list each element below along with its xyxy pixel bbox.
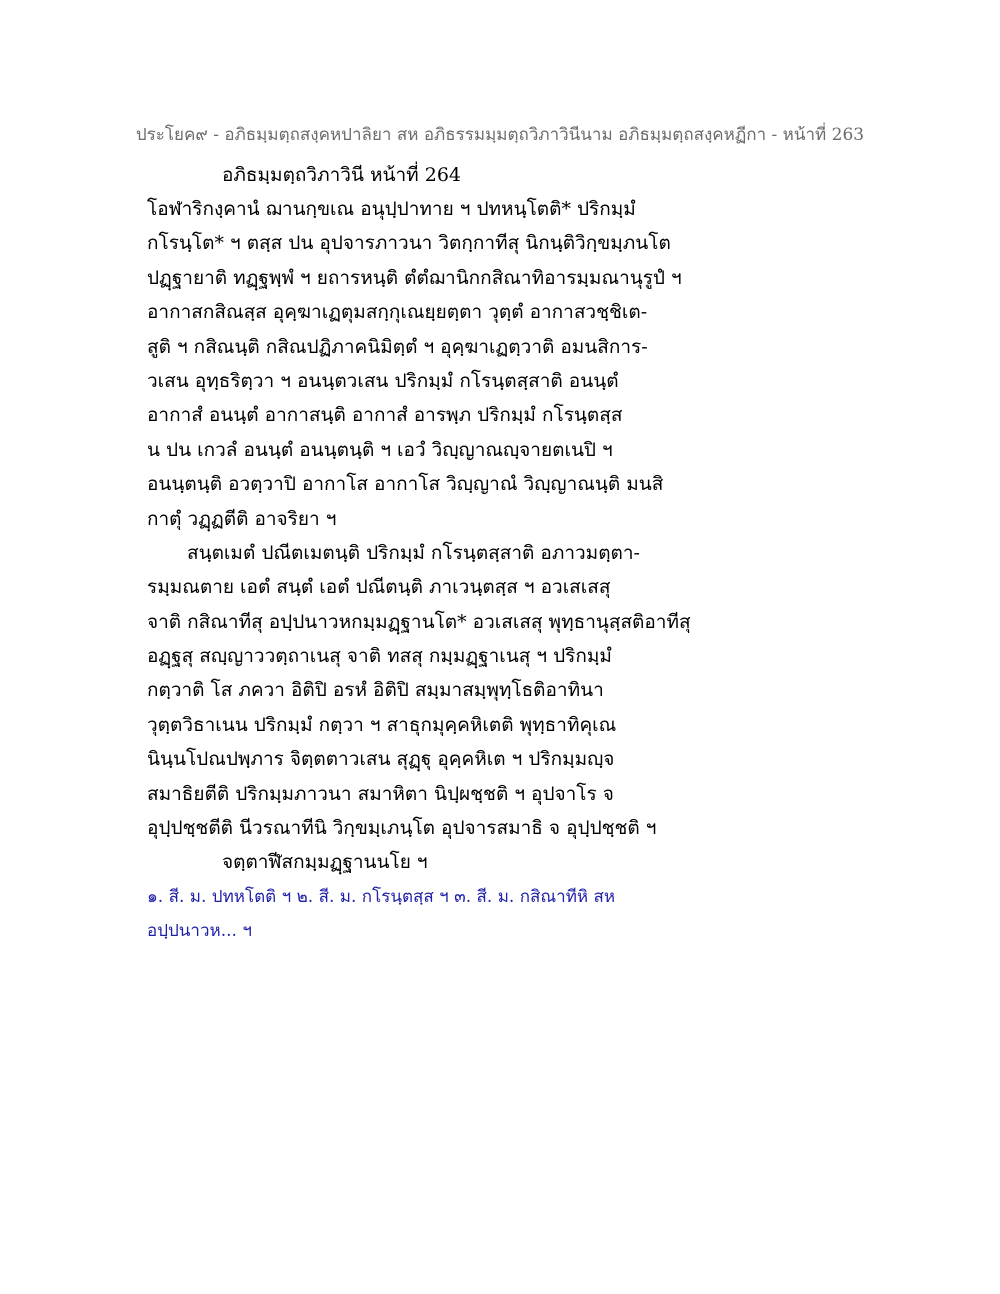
text-line: จาติ กสิณาทีสุ อปฺปนาวหกมฺมฏฺฐานโต* อวเสเสสุ พุทฺธานุสฺสติอาทีสุ (147, 610, 691, 633)
text-line: วเสน อุทฺธริตฺวา ฯ อนนฺตวเสน ปริกมฺมํ กโรนฺตสฺสาติ อนนฺตํ (147, 369, 619, 392)
text-line: กาตุํ วฏฺฏตีติ อาจริยา ฯ (147, 507, 337, 530)
text-line: สมาธิยตีติ ปริกมฺมภาวนา สมาหิตา นิปฺผชฺชติ ฯ อุปจาโร จ (147, 782, 614, 805)
page-body (147, 158, 867, 948)
running-header: ประโยค๙ - อภิธมฺมตฺถสงฺคหปาลิยา สห อภิธรรมมฺมตฺถวิภาวินีนาม อภิธมฺมตฺถสงฺคหฏีกา - หน้าที่ 263 (135, 125, 865, 145)
text-line: น ปน เกวลํ อนนฺตํ อนนฺตนฺติ ฯ เอวํ วิญฺญาณญฺจายตเนปิ ฯ (147, 438, 613, 461)
footnotes (147, 880, 867, 948)
page-subtitle: อภิธมฺมตฺถวิภาวินี หน้าที่ 264 (222, 164, 461, 186)
text-line: วุตฺตวิธาเนน ปริกมฺมํ กตฺวา ฯ สาธุกมุคฺคหิเตติ พุทฺธาทิคุเณ (147, 713, 617, 736)
text-line: ปฏฺฐายาติ ทฏฺฐพฺพํ ฯ ยถารหนฺติ ตํตํฌานิกกสิณาทิอารมฺมณานุรูปํ ฯ (147, 266, 682, 289)
text-line: โอฬาริกงฺคานํ ฌานกฺขเณ อนุปฺปาทาย ฯ ปทหนฺโตติ* ปริกมฺมํ (147, 198, 636, 220)
text-line: นินฺนโปณปพฺภาร จิตฺตตาวเสน สุฏฺฐุ อุคฺคหิเต ฯ ปริกมฺมญฺจ (147, 748, 615, 771)
text-line: กตฺวาติ โส ภควา อิติปิ อรหํ อิติปิ สมฺมาสมฺพุทฺโธติอาทินา (147, 679, 604, 702)
section-closing-line: จตฺตาฬีสกมฺมฏฺฐานนโย ฯ (222, 851, 428, 874)
text-line: อุปฺปชฺชตีติ นีวรณาทีนิ วิกฺขมฺเภนฺโต อุปจารสมาธิ จ อุปฺปชฺชติ ฯ (147, 817, 657, 840)
text-line: อฏฺฐสุ สญฺญาววตฺถาเนสุ จาติ ทสสุ กมฺมฏฺฐาเนสุ ฯ ปริกมฺมํ (147, 645, 612, 668)
paragraph-1 (147, 192, 867, 536)
footnote-line: ๑. สี. ม. ปทหโตติ ฯ ๒. สี. ม. กโรนฺตสฺส ฯ ๓. สี. ม. กสิณาทีหิ สห (147, 886, 616, 907)
paragraph-2 (147, 536, 867, 846)
footnote-line: อปฺปนาวห... ฯ (147, 920, 252, 941)
text-line: รมฺมณตาย เอตํ สนฺตํ เอตํ ปณีตนฺติ ภาเวนฺตสฺส ฯ อวเสเสสุ (147, 576, 611, 599)
text-line: อากาสกสิณสฺส อุคฺฆาเฏตุมสกฺกุเณยฺยตฺตา วุตฺตํ อากาสวชฺชิเต- (147, 301, 648, 324)
text-line: อนนฺตนฺติ อวตฺวาปิ อากาโส อากาโส วิญฺญาณํ วิญฺญาณนฺติ มนสิ (147, 473, 664, 496)
text-line: สนฺตเมตํ ปณีตเมตนฺติ ปริกมฺมํ กโรนฺตสฺสาติ อภาวมตฺตา- (187, 541, 640, 564)
text-line: กโรนฺโต* ฯ ตสฺส ปน อุปจารภาวนา วิตกฺกาทีสุ นิกนฺติวิกฺขมฺภนโต (147, 232, 671, 255)
text-line: สูติ ฯ กสิณนฺติ กสิณปฏิภาคนิมิตฺตํ ฯ อุคฺฆาเฏตฺวาติ อมนสิการ- (147, 335, 648, 358)
text-line: อากาสํ อนนฺตํ อากาสนฺติ อากาสํ อารพฺภ ปริกมฺมํ กโรนฺตสฺส (147, 404, 623, 427)
